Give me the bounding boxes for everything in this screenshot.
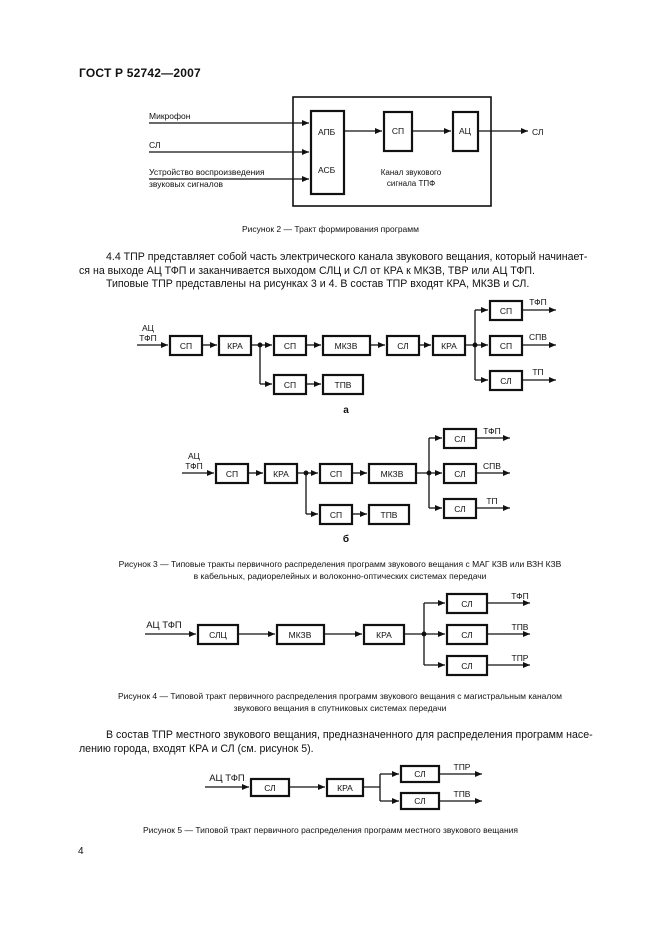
- fig4-caption: [60, 690, 620, 714]
- fig3a-block: СП: [283, 380, 297, 390]
- fig4-block: МКЗВ: [288, 630, 312, 640]
- page-number: 4: [78, 846, 84, 857]
- fig5-block: КРА: [337, 783, 353, 793]
- fig3a-block: КРА: [441, 341, 457, 351]
- fig3-caption: [60, 558, 620, 582]
- fig3b-block: СП: [329, 510, 343, 520]
- fig3a-block: СЛ: [500, 376, 512, 386]
- fig5-block: СЛ: [414, 769, 426, 779]
- fig3a-output: ТФП: [529, 297, 547, 307]
- fig3a-output: СПВ: [529, 332, 547, 342]
- para1-line: 4.4 ТПР представляет собой часть электрического канала звукового вещания, который начинает-: [106, 251, 588, 263]
- fig3-caption-line: Рисунок 3 — Типовые тракты первичного распределения программ звукового вещания с МАГ КЗВ или ВЗН КЗВ: [118, 559, 562, 569]
- paragraph-4-4: [79, 251, 619, 292]
- fig3-caption-line: в кабельных, радиорелейных и волоконно-оптических системах передачи: [193, 571, 487, 581]
- fig2-input-device-2: звуковых сигналов: [149, 179, 224, 189]
- fig2-caption: Рисунок 2 — Тракт формирования программ: [242, 224, 419, 234]
- fig4-block: СЛ: [461, 630, 473, 640]
- para2-line: В состав ТПР местного звукового вещания, предназначенного для распределения программ насе-: [106, 729, 593, 741]
- fig5-block: СЛ: [264, 783, 276, 793]
- fig3b-letter: б: [342, 534, 350, 545]
- fig3b-block: МКЗВ: [380, 469, 404, 479]
- figure-2: [149, 97, 528, 206]
- fig3b-input-2: ТФП: [185, 461, 203, 471]
- para2-line: лению города, входят КРА и СЛ (см. рисунок 5).: [79, 742, 314, 755]
- fig4-block: КРА: [376, 630, 392, 640]
- fig3a-block: КРА: [227, 341, 243, 351]
- fig2-block-ac: АЦ: [459, 126, 471, 136]
- fig4-block: СЛ: [461, 599, 473, 609]
- fig3b-block: ТПВ: [380, 510, 398, 520]
- fig4-block: СЛЦ: [209, 630, 227, 640]
- fig3a-output: ТП: [532, 367, 544, 377]
- fig4-caption-line: звукового вещания в спутниковых системах передачи: [233, 703, 447, 713]
- fig2-block-asb: АСБ: [318, 165, 336, 175]
- fig4-input: АЦ ТФП: [146, 620, 182, 631]
- fig2-channel-2: сигнала ТПФ: [386, 179, 436, 188]
- fig3b-block: СП: [225, 469, 239, 479]
- fig2-channel-1: Канал звукового: [380, 168, 442, 177]
- fig3a-letter: а: [343, 405, 349, 416]
- fig3b-input-1: АЦ: [188, 451, 200, 461]
- fig5-output: ТПВ: [453, 789, 471, 799]
- fig5-input: АЦ ТФП: [209, 773, 245, 784]
- fig2-input-device-1: Устройство воспроизведения: [149, 167, 265, 177]
- fig4-output: ТПВ: [511, 622, 529, 632]
- document-header: ГОСТ Р 52742—2007: [79, 66, 201, 80]
- fig3b-block: СЛ: [454, 504, 466, 514]
- fig3b-block: СЛ: [454, 434, 466, 444]
- fig5-output: ТПР: [453, 762, 471, 772]
- para1-line: Типовые ТПР представлены на рисунках 3 и 4. В состав ТПР входят КРА, МКЗВ и СЛ.: [106, 278, 530, 290]
- fig3a-block: МКЗВ: [334, 341, 358, 351]
- fig3a-block: СП: [499, 306, 513, 316]
- fig3a-block: СЛ: [397, 341, 409, 351]
- fig4-output: ТПР: [511, 653, 529, 663]
- fig3a-input-2: ТФП: [139, 333, 157, 343]
- fig2-input-mic: Микрофон: [149, 111, 191, 121]
- fig3b-output: СПВ: [483, 461, 501, 471]
- fig2-block-sp: СП: [391, 126, 405, 136]
- fig5-block: СЛ: [414, 796, 426, 806]
- fig2-block-apb: АПБ: [318, 127, 336, 137]
- fig4-block: СЛ: [461, 661, 473, 671]
- fig5-caption: Рисунок 5 — Типовой тракт первичного распределения программ местного звукового вещания: [142, 825, 519, 835]
- paragraph-local: [79, 729, 619, 756]
- fig2-input-sl: СЛ: [149, 140, 161, 150]
- fig3a-block: СП: [499, 341, 513, 351]
- fig4-caption-line: Рисунок 4 — Типовой тракт первичного распределения программ звукового вещания с магистральным каналом: [118, 691, 562, 701]
- para1-line: ся на выходе АЦ ТФП и заканчивается выходом СЛЦ и СЛ от КРА к МКЗВ, ТВР или АЦ ТФП.: [79, 264, 535, 277]
- fig3a-block: ТПВ: [334, 380, 352, 390]
- fig3b-block: КРА: [273, 469, 289, 479]
- fig3a-block: СП: [179, 341, 193, 351]
- fig2-output: СЛ: [532, 127, 544, 137]
- fig3b-output: ТП: [486, 496, 498, 506]
- fig4-output: ТФП: [511, 591, 529, 601]
- fig3b-block: СП: [329, 469, 343, 479]
- fig3a-block: СП: [283, 341, 297, 351]
- fig3b-output: ТФП: [483, 426, 501, 436]
- fig3b-block: СЛ: [454, 469, 466, 479]
- fig3a-input-1: АЦ: [142, 323, 154, 333]
- fig2-apb-asb-block: [311, 111, 344, 194]
